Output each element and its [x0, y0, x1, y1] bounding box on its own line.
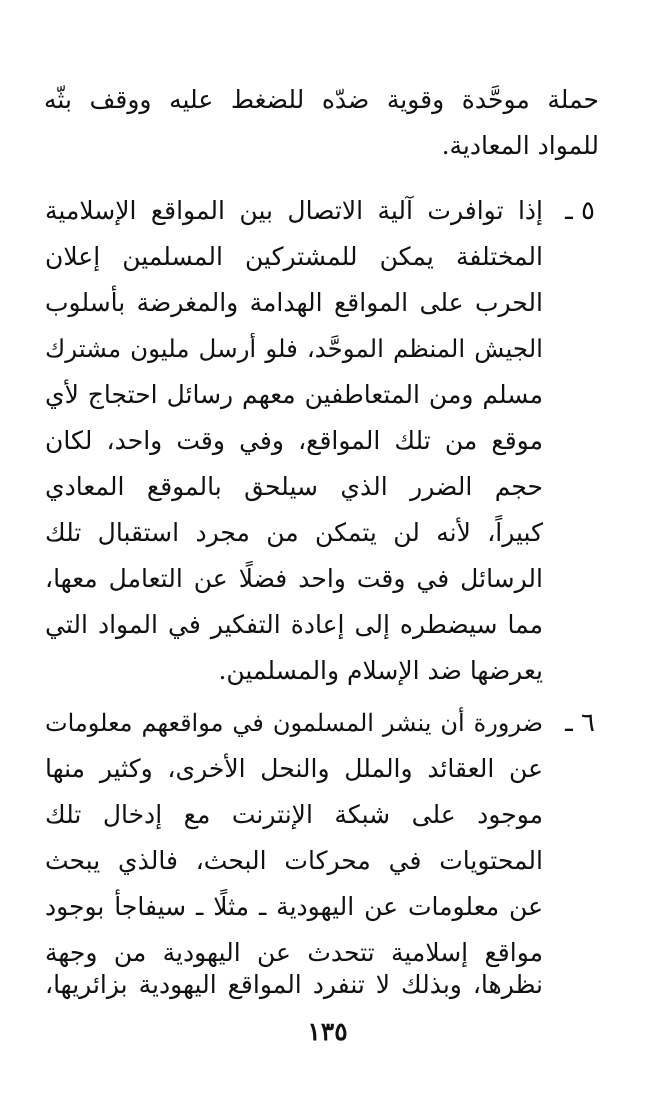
paragraph-line: المختلفة يمكن للمشتركين المسلمين إعلان — [45, 242, 543, 271]
paragraph-line: حملة موحَّدة وقوية ضدّه للضغط عليه ووقف بثّه — [44, 85, 599, 114]
paragraph-line: عن العقائد والملل والنحل الأخرى، وكثير منها — [45, 754, 543, 783]
paragraph-line: الرسائل في وقت واحد فضلًا عن التعامل معها، — [45, 564, 543, 593]
paragraph-line: الحرب على المواقع الهدامة والمغرضة بأسلوب — [45, 288, 543, 317]
paragraph-line: ضرورة أن ينشر المسلمون في مواقعهم معلومات — [45, 709, 543, 737]
paragraph-line: نظرها، وبذلك لا تنفرد المواقع اليهودية بزائريها، — [45, 970, 543, 999]
paragraph-line: المحتويات في محركات البحث، فالذي يبحث — [45, 846, 543, 875]
paragraph-line: مسلم ومن المتعاطفين معهم رسائل احتجاج لأي — [45, 380, 543, 409]
item-number: ٦ ـ — [565, 708, 595, 738]
paragraph-line: عن معلومات عن اليهودية ـ مثلًا ـ سيفاجأ بوجود — [45, 892, 543, 921]
paragraph-line: مواقع إسلامية تتحدث عن اليهودية من وجهة — [45, 938, 543, 967]
paragraph-line: الجيش المنظم الموحَّد، فلو أرسل مليون مشترك — [45, 334, 543, 363]
item-number: ٥ ـ — [565, 196, 595, 226]
paragraph-line: إذا توافرت آلية الاتصال بين المواقع الإسلامية — [45, 196, 543, 225]
paragraph-line: مما سيضطره إلى إعادة التفكير في المواد التي — [45, 610, 543, 639]
paragraph-line: موجود على شبكة الإنترنت مع إدخال تلك — [45, 800, 543, 829]
paragraph-line: للمواد المعادية. — [441, 131, 599, 160]
page-number: ١٣٥ — [307, 1017, 348, 1046]
paragraph-line: كبيراً، لأنه لن يتمكن من مجرد استقبال تلك — [45, 518, 543, 547]
paragraph-line: موقع من تلك المواقع، وفي وقت واحد، لكان — [45, 426, 543, 455]
paragraph-line: يعرضها ضد الإسلام والمسلمين. — [218, 656, 543, 685]
paragraph-line: حجم الضرر الذي سيلحق بالموقع المعادي — [45, 472, 543, 501]
